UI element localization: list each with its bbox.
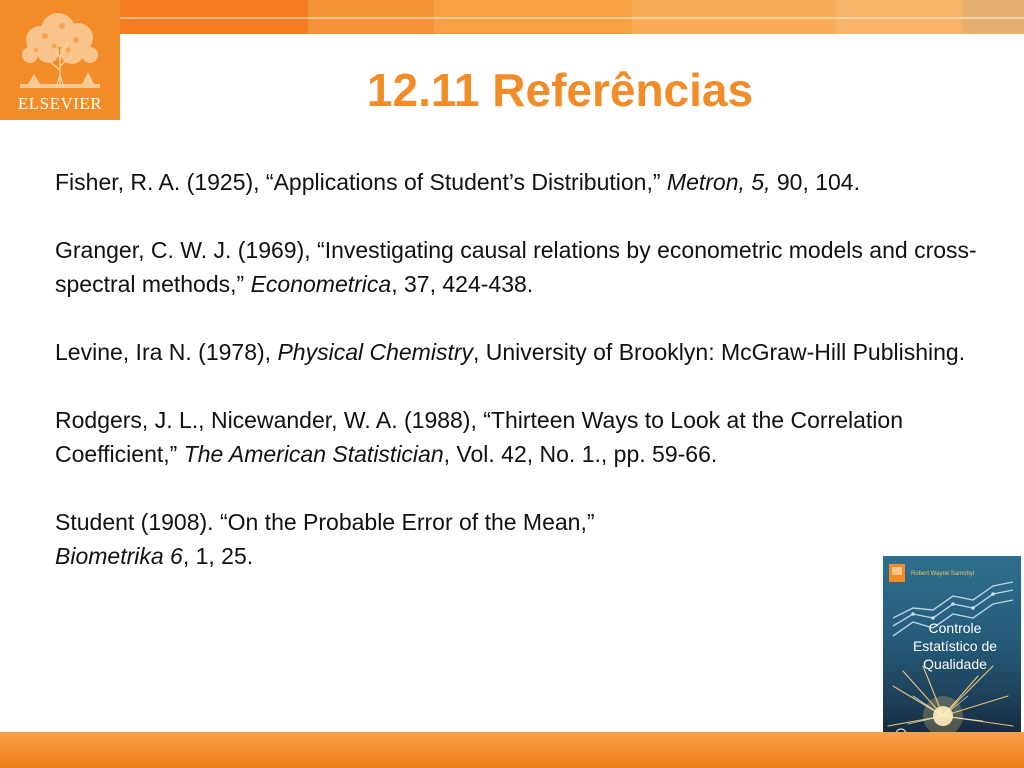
book-title-line: Controle (928, 620, 982, 636)
reference-item (55, 403, 995, 471)
book-title-line: Qualidade (923, 656, 987, 672)
reference-details: , Vol. 42, No. 1., pp. 59-66. (443, 441, 718, 467)
reference-details: , 37, 424-438. (391, 271, 534, 297)
reference-source: Physical Chemistry (277, 339, 473, 365)
reference-source: Biometrika 6 (55, 543, 183, 569)
tree-icon (0, 0, 120, 95)
reference-item (55, 505, 995, 573)
reference-text: Rodgers, J. L., Nicewander, W. A. (1988), “Thirteen Ways to Look at the Correlation Coefficient,” (55, 407, 903, 467)
reference-source: The American Statistician (183, 441, 444, 467)
book-title-line: Estatístico de (912, 638, 998, 654)
reference-list (55, 165, 995, 607)
book-title (889, 619, 1021, 673)
reference-text: Levine, Ira N. (1978), (55, 339, 278, 365)
reference-details: , University of Brooklyn: McGraw-Hill Publishing. (473, 339, 966, 365)
reference-item (55, 335, 995, 369)
slide-title: 12.11 Referências (366, 64, 754, 116)
reference-source: Metron, 5, (666, 169, 771, 195)
reference-item (55, 165, 995, 199)
header-band-highlight (120, 17, 1024, 19)
reference-item (55, 233, 995, 301)
reference-text: Student (1908). “On the Probable Error of the Mean,” (55, 509, 595, 535)
elsevier-logo (0, 0, 120, 120)
reference-text: Granger, C. W. J. (1969), “Investigating causal relations by econometric models and cross-spectral methods,” (55, 237, 977, 297)
reference-text: Fisher, R. A. (1925), “Applications of Student’s Distribution,” (55, 169, 667, 195)
reference-details: 90, 104. (770, 169, 860, 195)
book-author: Robert Wayne Samohyl (911, 571, 975, 577)
footer-bar (0, 732, 1024, 768)
reference-source: Econometrica (250, 271, 392, 297)
reference-details: , 1, 25. (182, 543, 254, 569)
elsevier-wordmark: ELSEVIER (17, 94, 103, 113)
book-cover (883, 556, 1021, 750)
